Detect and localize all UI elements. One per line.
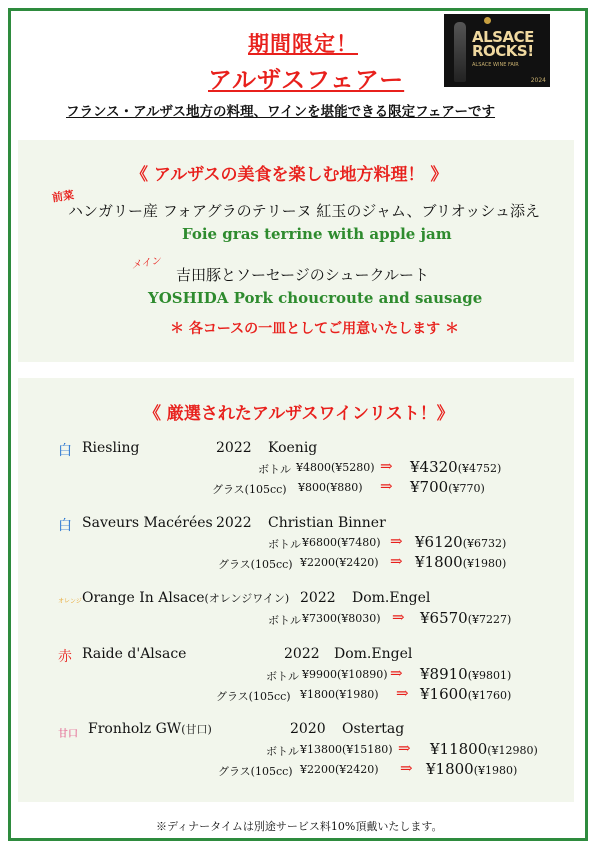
bottle-fair-price: ¥8910(¥9801) — [420, 665, 512, 683]
wine-type: 白 — [58, 443, 72, 459]
bottle-fair-price: ¥11800(¥12980) — [430, 740, 538, 758]
wine-vintage: 2020 — [290, 721, 326, 737]
logo-icon — [484, 17, 491, 24]
page-title: アルザスフェアー — [208, 65, 405, 94]
wine-producer: Christian Binner — [268, 515, 386, 531]
food-heading: 《 アルザスの美食を楽しむ地方料理！ 》 — [131, 165, 448, 185]
glass-regular-price: ¥2200(¥2420) — [300, 556, 379, 569]
starter-tag: 前菜 — [51, 188, 75, 205]
wine-vintage: 2022 — [216, 515, 252, 531]
main-tag: メイン — [130, 255, 162, 272]
glass-regular-price: ¥1800(¥1980) — [300, 688, 379, 701]
wine-heading: 《 厳選されたアルザスワインリスト！》 — [144, 404, 454, 424]
arrow-icon: ⇒ — [390, 532, 403, 550]
wine-producer: Koenig — [268, 440, 318, 456]
glass-fair-price: ¥1800(¥1980) — [426, 760, 518, 778]
bottle-fair-price: ¥4320(¥4752) — [410, 458, 502, 476]
bottle-regular-price: ¥13800(¥15180) — [300, 743, 393, 756]
wine-type: 赤 — [58, 649, 72, 665]
glass-label: グラス(105cc) — [212, 483, 287, 496]
starter-jp: ハンガリー産 フォアグラのテリーヌ 紅玉のジャム、ブリオッシュ添え — [68, 202, 540, 220]
glass-regular-price: ¥2200(¥2420) — [300, 763, 379, 776]
wine-vintage: 2022 — [216, 440, 252, 456]
wine-name: Raide d'Alsace — [82, 646, 187, 662]
wine-name: Orange In Alsace(オレンジワイン) — [82, 590, 290, 606]
wine-name: Riesling — [82, 440, 140, 456]
wine-vintage: 2022 — [300, 590, 336, 606]
wine-type: 甘口 — [58, 729, 78, 740]
service-charge-note: ※ディナータイムは別途サービス料10%頂戴いたします。 — [156, 820, 443, 833]
glass-label: グラス(105cc) — [216, 690, 291, 703]
arrow-icon: ⇒ — [380, 477, 393, 495]
banner-title — [472, 30, 534, 58]
wine-type: オレンジ — [58, 598, 82, 605]
bottle-regular-price: ¥9900(¥10890) — [302, 668, 388, 681]
course-note: ＊ 各コースの一皿としてご用意いたします ＊ — [170, 321, 460, 337]
glass-regular-price: ¥800(¥880) — [298, 481, 363, 494]
wine-name: Fronholz GW(甘口) — [88, 721, 212, 737]
arrow-icon: ⇒ — [398, 739, 411, 757]
bottle-regular-price: ¥6800(¥7480) — [302, 536, 381, 549]
bottle-label: ボトル — [266, 745, 299, 758]
glass-fair-price: ¥1800(¥1980) — [415, 553, 507, 571]
banner-small-text: ALSACE WINE FAIR — [472, 62, 519, 68]
bottle-fair-price: ¥6120(¥6732) — [415, 533, 507, 551]
arrow-icon: ⇒ — [390, 664, 403, 682]
main-en: YOSHIDA Pork choucroute and sausage — [148, 289, 483, 307]
arrow-icon: ⇒ — [400, 759, 413, 777]
bottle-icon — [454, 22, 466, 82]
wine-type: 白 — [58, 518, 72, 534]
arrow-icon: ⇒ — [396, 684, 409, 702]
bottle-label: ボトル — [268, 538, 301, 551]
subtitle: フランス・アルザス地方の料理、ワインを堪能できる限定フェアーです — [66, 104, 496, 120]
bottle-regular-price: ¥7300(¥8030) — [302, 612, 381, 625]
wine-name: Saveurs Macérées — [82, 515, 213, 531]
glass-fair-price: ¥700(¥770) — [410, 478, 485, 496]
wine-producer: Dom.Engel — [334, 646, 413, 662]
glass-label: グラス(105cc) — [218, 765, 293, 778]
banner-year: 2024 — [530, 77, 546, 84]
arrow-icon: ⇒ — [390, 552, 403, 570]
wine-vintage: 2022 — [284, 646, 320, 662]
arrow-icon: ⇒ — [380, 457, 393, 475]
header-line1: 期間限定！ — [248, 31, 358, 56]
banner-title-line2: ROCKS! — [472, 42, 534, 60]
banner-title-line1: ALSACE — [472, 28, 534, 46]
bottle-fair-price: ¥6570(¥7227) — [420, 609, 512, 627]
main-jp: 吉田豚とソーセージのシュークルート — [176, 266, 430, 284]
starter-en: Foie gras terrine with apple jam — [182, 225, 452, 243]
glass-fair-price: ¥1600(¥1760) — [420, 685, 512, 703]
arrow-icon: ⇒ — [392, 608, 405, 626]
bottle-label: ボトル — [258, 463, 291, 476]
wine-producer: Ostertag — [342, 721, 405, 737]
alsace-rocks-banner — [444, 14, 550, 87]
wine-producer: Dom.Engel — [352, 590, 431, 606]
bottle-label: ボトル — [268, 614, 301, 627]
bottle-regular-price: ¥4800(¥5280) — [296, 461, 375, 474]
glass-label: グラス(105cc) — [218, 558, 293, 571]
bottle-label: ボトル — [266, 670, 299, 683]
